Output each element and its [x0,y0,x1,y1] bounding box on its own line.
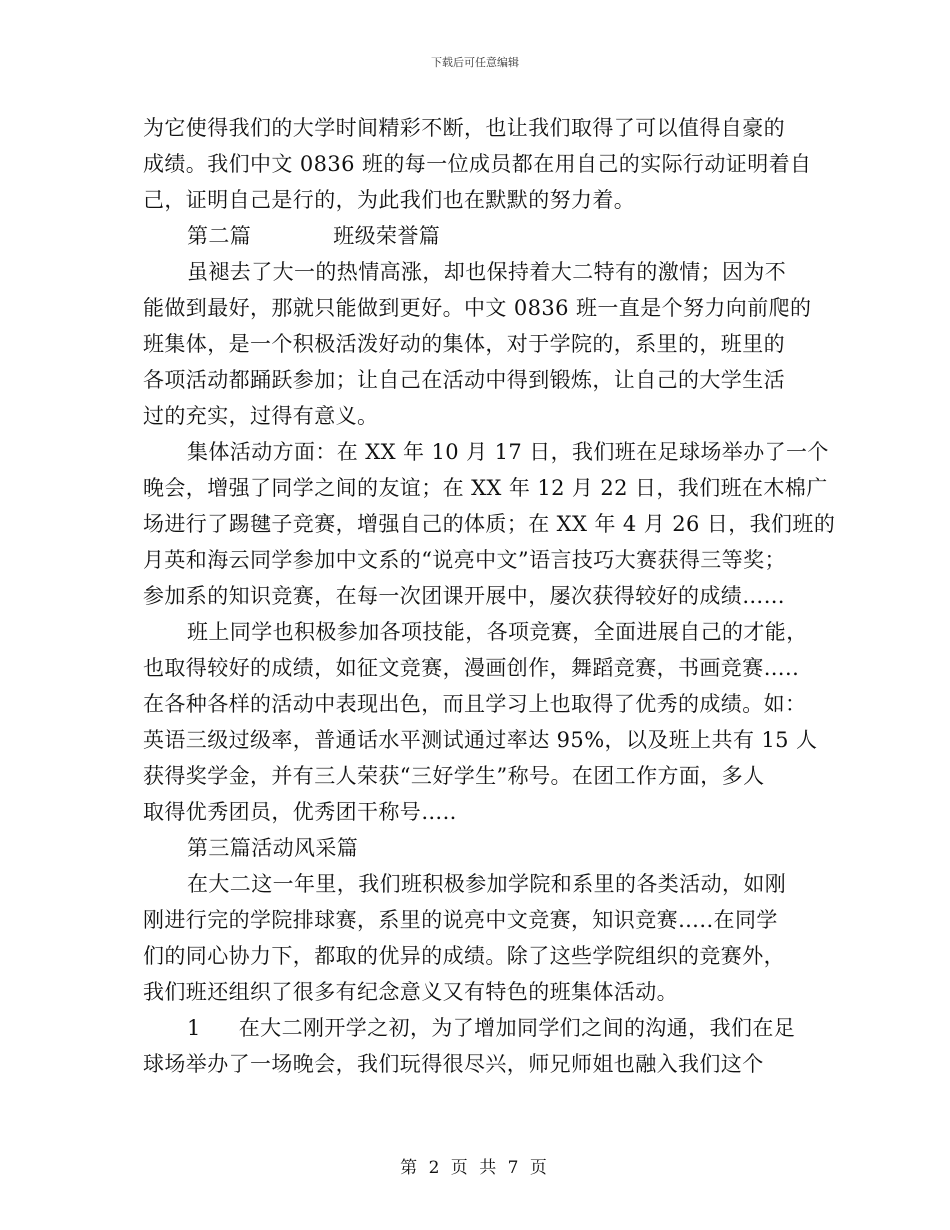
text-line: 也取得较好的成绩，如征文竞赛，漫画创作，舞蹈竞赛，书画竞赛….. [143,656,800,680]
text-line: 能做到最好，那就只能做到更好。中文 0836 班一直是个努力向前爬的 [143,296,812,320]
page-header-note: 下载后可任意编辑 [431,56,519,69]
text-line: 集体活动方面：在 XX 年 10 月 17 日，我们班在足球场举办了一个 [187,440,829,464]
text-line: 刚进行完的学院排球赛，系里的说亮中文竞赛，知识竞赛…..在同学 [143,908,778,932]
text-line: 己，证明自己是行的，为此我们也在默默的努力着。 [143,188,636,212]
text-line: 月英和海云同学参加中文系的“说亮中文”语言技巧大赛获得三等奖； [143,548,786,572]
text-line: 球场举办了一场晚会，我们玩得很尽兴，师兄师姐也融入我们这个 [143,1052,764,1076]
list-item-text: 在大二刚开学之初，为了增加同学们之间的沟通，我们在足 [238,1016,796,1040]
section-heading-three: 第三篇活动风采篇 [187,836,359,860]
section-heading-two [143,218,811,254]
text-line: 过的充实，过得有意义。 [143,404,379,428]
section-heading-title: 班级荣誉篇 [333,224,441,248]
text-line: 虽褪去了大一的热情高涨，却也保持着大二特有的激情；因为不 [187,260,787,284]
text-line: 成绩。我们中文 0836 班的每一位成员都在用自己的实际行动证明着自 [143,152,812,176]
text-line: 各项活动都踊跃参加；让自己在活动中得到锻炼，让自己的大学生活 [143,368,785,392]
text-line: 们的同心协力下，都取的优异的成绩。除了这些学院组织的竞赛外， [143,944,785,968]
document-body [143,110,836,1082]
text-line: 获得奖学金，并有三人荣获“三好学生”称号。在团工作方面，多人 [143,764,765,788]
numbered-list-item [143,1010,811,1046]
text-line: 晚会，增强了同学之间的友谊；在 XX 年 12 月 22 日，我们班在木棉广 [143,476,828,500]
text-line: 场进行了踢毽子竞赛，增强自己的体质；在 XX 年 4 月 26 日，我们班的 [143,512,836,536]
text-line: 在大二这一年里，我们班积极参加学院和系里的各类活动，如刚 [187,872,787,896]
text-line: 英语三级过级率，普通话水平测试通过率达 95%，以及班上共有 15 人 [143,728,818,752]
text-line: 取得优秀团员，优秀团干称号….. [143,800,457,824]
text-line: 参加系的知识竞赛，在每一次团课开展中，屡次获得较好的成绩…… [143,584,785,608]
text-line: 为它使得我们的大学时间精彩不断，也让我们取得了可以值得自豪的 [143,116,785,140]
list-number: 1 [187,1016,201,1040]
text-line: 班集体，是一个积极活泼好动的集体，对于学院的，系里的，班里的 [143,332,785,356]
page-number-footer: 第 2 页 共 7 页 [400,1158,550,1178]
section-heading-label: 第二篇 [187,224,252,248]
text-line: 在各种各样的活动中表现出色，而且学习上也取得了优秀的成绩。如： [143,692,807,716]
text-line: 班上同学也积极参加各项技能，各项竞赛，全面进展自己的才能， [187,620,808,644]
text-line: 我们班还组织了很多有纪念意义又有特色的班集体活动。 [143,980,678,1004]
